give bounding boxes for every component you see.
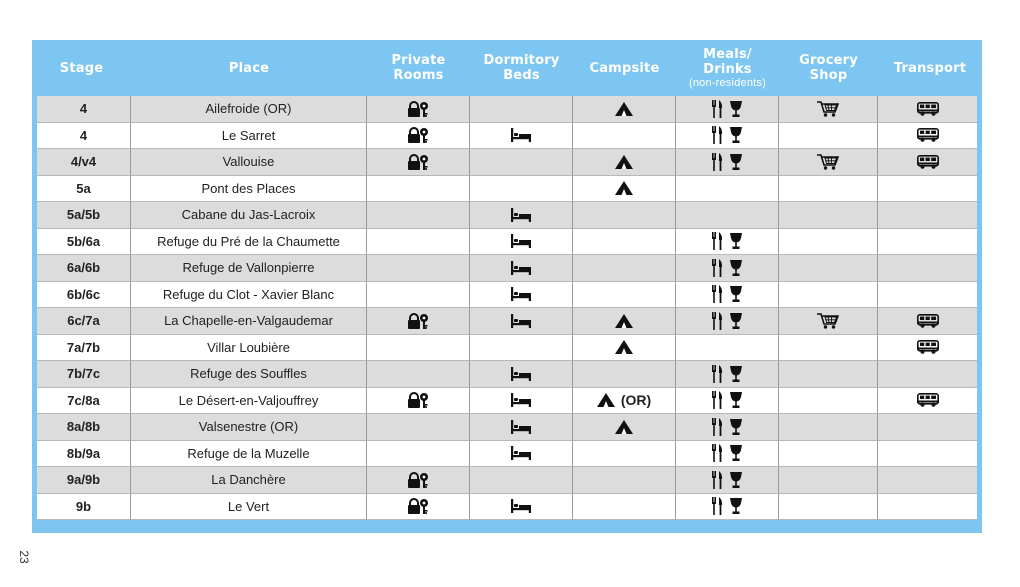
fork-knife-icon — [712, 232, 724, 250]
campsite-cell — [573, 388, 676, 415]
lock-key-icon — [407, 392, 429, 408]
table-row — [37, 255, 977, 282]
wine-glass-icon — [730, 445, 742, 461]
dormitory-beds-cell — [470, 494, 573, 521]
wine-glass-icon — [730, 366, 742, 382]
bed-icon — [511, 261, 531, 275]
meals-drinks-cell — [676, 388, 779, 415]
lock-key-icon — [407, 498, 429, 514]
grocery-shop-cell — [779, 229, 878, 256]
private-rooms-cell — [367, 388, 470, 415]
meals-drinks-cell — [676, 176, 779, 203]
bed-icon — [511, 208, 531, 222]
transport-cell — [878, 96, 977, 123]
meals-drinks-cell — [676, 229, 779, 256]
table-row — [37, 388, 977, 415]
meals-content — [712, 391, 742, 409]
meals-content — [712, 365, 742, 383]
bed-icon — [511, 499, 531, 513]
tent-icon — [615, 340, 633, 354]
transport-cell — [878, 255, 977, 282]
fork-knife-icon — [712, 285, 724, 303]
campsite-content — [615, 102, 633, 116]
table-row — [37, 335, 977, 362]
place-cell: Pont des Places — [131, 176, 367, 203]
grocery-shop-cell — [779, 176, 878, 203]
table-row — [37, 494, 977, 521]
meals-drinks-cell — [676, 96, 779, 123]
transport-cell — [878, 282, 977, 309]
tent-icon — [615, 420, 633, 434]
private-rooms-cell — [367, 414, 470, 441]
header-campsite — [573, 40, 676, 96]
transport-cell — [878, 149, 977, 176]
table-row — [37, 414, 977, 441]
campsite-note: (OR) — [620, 392, 652, 409]
wine-glass-icon — [730, 472, 742, 488]
transport-cell — [878, 335, 977, 362]
header-meals-line2: Drinks — [703, 61, 752, 77]
transport-cell — [878, 494, 977, 521]
wine-glass-icon — [730, 286, 742, 302]
transport-cell — [878, 202, 977, 229]
header-place — [131, 40, 367, 96]
stage-cell: 5b/6a — [37, 229, 131, 256]
dormitory-beds-cell — [470, 467, 573, 494]
place-cell: Le Sarret — [131, 123, 367, 150]
stage-cell: 7b/7c — [37, 361, 131, 388]
place-cell: Le Désert-en-Valjouffrey — [131, 388, 367, 415]
stage-cell: 9b — [37, 494, 131, 521]
wine-glass-icon — [730, 101, 742, 117]
header-dormitory-beds — [470, 40, 573, 96]
fork-knife-icon — [712, 126, 724, 144]
table-row — [37, 96, 977, 123]
dormitory-beds-cell — [470, 282, 573, 309]
campsite-content — [615, 155, 633, 169]
wine-glass-icon — [730, 233, 742, 249]
lock-key-icon — [407, 472, 429, 488]
private-rooms-cell — [367, 308, 470, 335]
header-grocery-line2: Shop — [809, 68, 848, 83]
place-cell: Le Vert — [131, 494, 367, 521]
private-rooms-cell — [367, 467, 470, 494]
header-meals-drinks — [676, 40, 779, 96]
place-cell: La Chapelle-en-Valgaudemar — [131, 308, 367, 335]
header-stage — [32, 40, 131, 96]
dormitory-beds-cell — [470, 335, 573, 362]
campsite-cell — [573, 414, 676, 441]
meals-drinks-cell — [676, 308, 779, 335]
campsite-cell — [573, 202, 676, 229]
place-cell: Valsenestre (OR) — [131, 414, 367, 441]
dormitory-beds-cell — [470, 414, 573, 441]
grocery-shop-cell — [779, 388, 878, 415]
header-stage-label: Stage — [59, 60, 104, 76]
grocery-shop-cell — [779, 361, 878, 388]
stage-cell: 9a/9b — [37, 467, 131, 494]
meals-content — [712, 259, 742, 277]
dormitory-beds-cell — [470, 361, 573, 388]
wine-glass-icon — [730, 260, 742, 276]
header-transport — [878, 40, 982, 96]
bed-icon — [511, 287, 531, 301]
bed-icon — [511, 446, 531, 460]
grocery-shop-cell — [779, 123, 878, 150]
header-dorm-line2: Beds — [503, 68, 540, 83]
meals-content — [712, 126, 742, 144]
meals-drinks-cell — [676, 414, 779, 441]
shopping-cart-icon — [817, 313, 839, 329]
header-place-label: Place — [228, 60, 270, 76]
place-cell: Ailefroide (OR) — [131, 96, 367, 123]
bed-icon — [511, 234, 531, 248]
stage-cell: 7c/8a — [37, 388, 131, 415]
private-rooms-cell — [367, 494, 470, 521]
lock-key-icon — [407, 154, 429, 170]
tent-icon — [615, 181, 633, 195]
stage-cell: 4/v4 — [37, 149, 131, 176]
bed-icon — [511, 128, 531, 142]
fork-knife-icon — [712, 391, 724, 409]
campsite-cell — [573, 255, 676, 282]
dormitory-beds-cell — [470, 255, 573, 282]
transport-cell — [878, 388, 977, 415]
header-private-line1: Private — [391, 53, 446, 68]
stage-cell: 7a/7b — [37, 335, 131, 362]
stage-cell: 5a — [37, 176, 131, 203]
header-grocery-shop — [779, 40, 878, 96]
meals-content — [712, 153, 742, 171]
meals-content — [712, 285, 742, 303]
place-cell: Refuge du Pré de la Chaumette — [131, 229, 367, 256]
private-rooms-cell — [367, 282, 470, 309]
header-private-rooms — [367, 40, 470, 96]
private-rooms-cell — [367, 149, 470, 176]
dormitory-beds-cell — [470, 202, 573, 229]
place-cell: Vallouise — [131, 149, 367, 176]
grocery-shop-cell — [779, 96, 878, 123]
shopping-cart-icon — [817, 101, 839, 117]
stage-cell: 6b/6c — [37, 282, 131, 309]
lock-key-icon — [407, 127, 429, 143]
transport-cell — [878, 123, 977, 150]
tent-icon — [615, 102, 633, 116]
private-rooms-cell — [367, 123, 470, 150]
header-meals-note: (non-residents) — [689, 76, 766, 89]
fork-knife-icon — [712, 497, 724, 515]
place-cell: Refuge des Souffles — [131, 361, 367, 388]
grocery-shop-cell — [779, 149, 878, 176]
table-header — [32, 40, 982, 96]
campsite-content — [597, 392, 651, 408]
private-rooms-cell — [367, 229, 470, 256]
header-meals-line1: Meals/ — [703, 46, 752, 62]
campsite-cell — [573, 441, 676, 468]
campsite-cell — [573, 123, 676, 150]
campsite-cell — [573, 282, 676, 309]
grocery-shop-cell — [779, 494, 878, 521]
table-row — [37, 308, 977, 335]
grocery-shop-cell — [779, 282, 878, 309]
transport-cell — [878, 467, 977, 494]
meals-drinks-cell — [676, 202, 779, 229]
tent-icon — [597, 393, 615, 407]
table-row — [37, 149, 977, 176]
transport-cell — [878, 229, 977, 256]
private-rooms-cell — [367, 202, 470, 229]
bed-icon — [511, 420, 531, 434]
bus-icon — [917, 314, 939, 328]
campsite-cell — [573, 494, 676, 521]
grocery-shop-cell — [779, 308, 878, 335]
campsite-cell — [573, 361, 676, 388]
meals-content — [712, 312, 742, 330]
stage-cell: 4 — [37, 96, 131, 123]
accommodation-table — [32, 40, 982, 533]
dormitory-beds-cell — [470, 149, 573, 176]
place-cell: Cabane du Jas-Lacroix — [131, 202, 367, 229]
transport-cell — [878, 176, 977, 203]
place-cell: Refuge du Clot - Xavier Blanc — [131, 282, 367, 309]
campsite-cell — [573, 467, 676, 494]
place-cell: Villar Loubière — [131, 335, 367, 362]
lock-key-icon — [407, 101, 429, 117]
dormitory-beds-cell — [470, 441, 573, 468]
table-row — [37, 123, 977, 150]
private-rooms-cell — [367, 361, 470, 388]
dormitory-beds-cell — [470, 388, 573, 415]
grocery-shop-cell — [779, 467, 878, 494]
table-row — [37, 176, 977, 203]
wine-glass-icon — [730, 127, 742, 143]
table-row — [37, 467, 977, 494]
meals-content — [712, 232, 742, 250]
bed-icon — [511, 393, 531, 407]
place-cell: Refuge de la Muzelle — [131, 441, 367, 468]
table-row — [37, 441, 977, 468]
grocery-shop-cell — [779, 255, 878, 282]
transport-cell — [878, 414, 977, 441]
campsite-content — [615, 420, 633, 434]
tent-icon — [615, 314, 633, 328]
stage-cell: 4 — [37, 123, 131, 150]
header-dorm-line1: Dormitory — [483, 53, 560, 68]
campsite-cell — [573, 149, 676, 176]
campsite-cell — [573, 96, 676, 123]
stage-cell: 6a/6b — [37, 255, 131, 282]
transport-cell — [878, 361, 977, 388]
wine-glass-icon — [730, 313, 742, 329]
meals-content — [712, 100, 742, 118]
campsite-content — [615, 181, 633, 195]
meals-drinks-cell — [676, 255, 779, 282]
grocery-shop-cell — [779, 335, 878, 362]
fork-knife-icon — [712, 153, 724, 171]
grocery-shop-cell — [779, 441, 878, 468]
header-private-line2: Rooms — [393, 68, 444, 83]
meals-drinks-cell — [676, 467, 779, 494]
meals-drinks-cell — [676, 361, 779, 388]
page-number: 23 — [17, 550, 31, 564]
lock-key-icon — [407, 313, 429, 329]
table-row — [37, 202, 977, 229]
private-rooms-cell — [367, 255, 470, 282]
wine-glass-icon — [730, 154, 742, 170]
private-rooms-cell — [367, 335, 470, 362]
dormitory-beds-cell — [470, 96, 573, 123]
fork-knife-icon — [712, 312, 724, 330]
private-rooms-cell — [367, 441, 470, 468]
table-body — [37, 96, 977, 520]
fork-knife-icon — [712, 365, 724, 383]
fork-knife-icon — [712, 259, 724, 277]
campsite-content — [615, 340, 633, 354]
dormitory-beds-cell — [470, 123, 573, 150]
private-rooms-cell — [367, 96, 470, 123]
meals-content — [712, 497, 742, 515]
grocery-shop-cell — [779, 414, 878, 441]
transport-cell — [878, 441, 977, 468]
stage-cell: 5a/5b — [37, 202, 131, 229]
meals-drinks-cell — [676, 282, 779, 309]
bed-icon — [511, 367, 531, 381]
campsite-cell — [573, 308, 676, 335]
meals-drinks-cell — [676, 149, 779, 176]
campsite-cell — [573, 176, 676, 203]
dormitory-beds-cell — [470, 308, 573, 335]
meals-drinks-cell — [676, 335, 779, 362]
place-cell: La Danchère — [131, 467, 367, 494]
fork-knife-icon — [712, 471, 724, 489]
meals-content — [712, 444, 742, 462]
wine-glass-icon — [730, 498, 742, 514]
table-row — [37, 282, 977, 309]
meals-content — [712, 418, 742, 436]
campsite-content — [615, 314, 633, 328]
meals-drinks-cell — [676, 441, 779, 468]
campsite-cell — [573, 335, 676, 362]
stage-cell: 8b/9a — [37, 441, 131, 468]
bed-icon — [511, 314, 531, 328]
dormitory-beds-cell — [470, 176, 573, 203]
place-cell: Refuge de Vallonpierre — [131, 255, 367, 282]
meals-drinks-cell — [676, 123, 779, 150]
fork-knife-icon — [712, 418, 724, 436]
bus-icon — [917, 128, 939, 142]
grocery-shop-cell — [779, 202, 878, 229]
transport-cell — [878, 308, 977, 335]
header-transport-label: Transport — [893, 60, 967, 76]
tent-icon — [615, 155, 633, 169]
bus-icon — [917, 393, 939, 407]
wine-glass-icon — [730, 392, 742, 408]
dormitory-beds-cell — [470, 229, 573, 256]
campsite-cell — [573, 229, 676, 256]
table-row — [37, 229, 977, 256]
fork-knife-icon — [712, 100, 724, 118]
header-grocery-line1: Grocery — [799, 53, 858, 68]
bus-icon — [917, 102, 939, 116]
stage-cell: 6c/7a — [37, 308, 131, 335]
private-rooms-cell — [367, 176, 470, 203]
meals-drinks-cell — [676, 494, 779, 521]
bus-icon — [917, 155, 939, 169]
meals-content — [712, 471, 742, 489]
wine-glass-icon — [730, 419, 742, 435]
fork-knife-icon — [712, 444, 724, 462]
table-row — [37, 361, 977, 388]
stage-cell: 8a/8b — [37, 414, 131, 441]
shopping-cart-icon — [817, 154, 839, 170]
header-campsite-label: Campsite — [589, 60, 660, 76]
bus-icon — [917, 340, 939, 354]
